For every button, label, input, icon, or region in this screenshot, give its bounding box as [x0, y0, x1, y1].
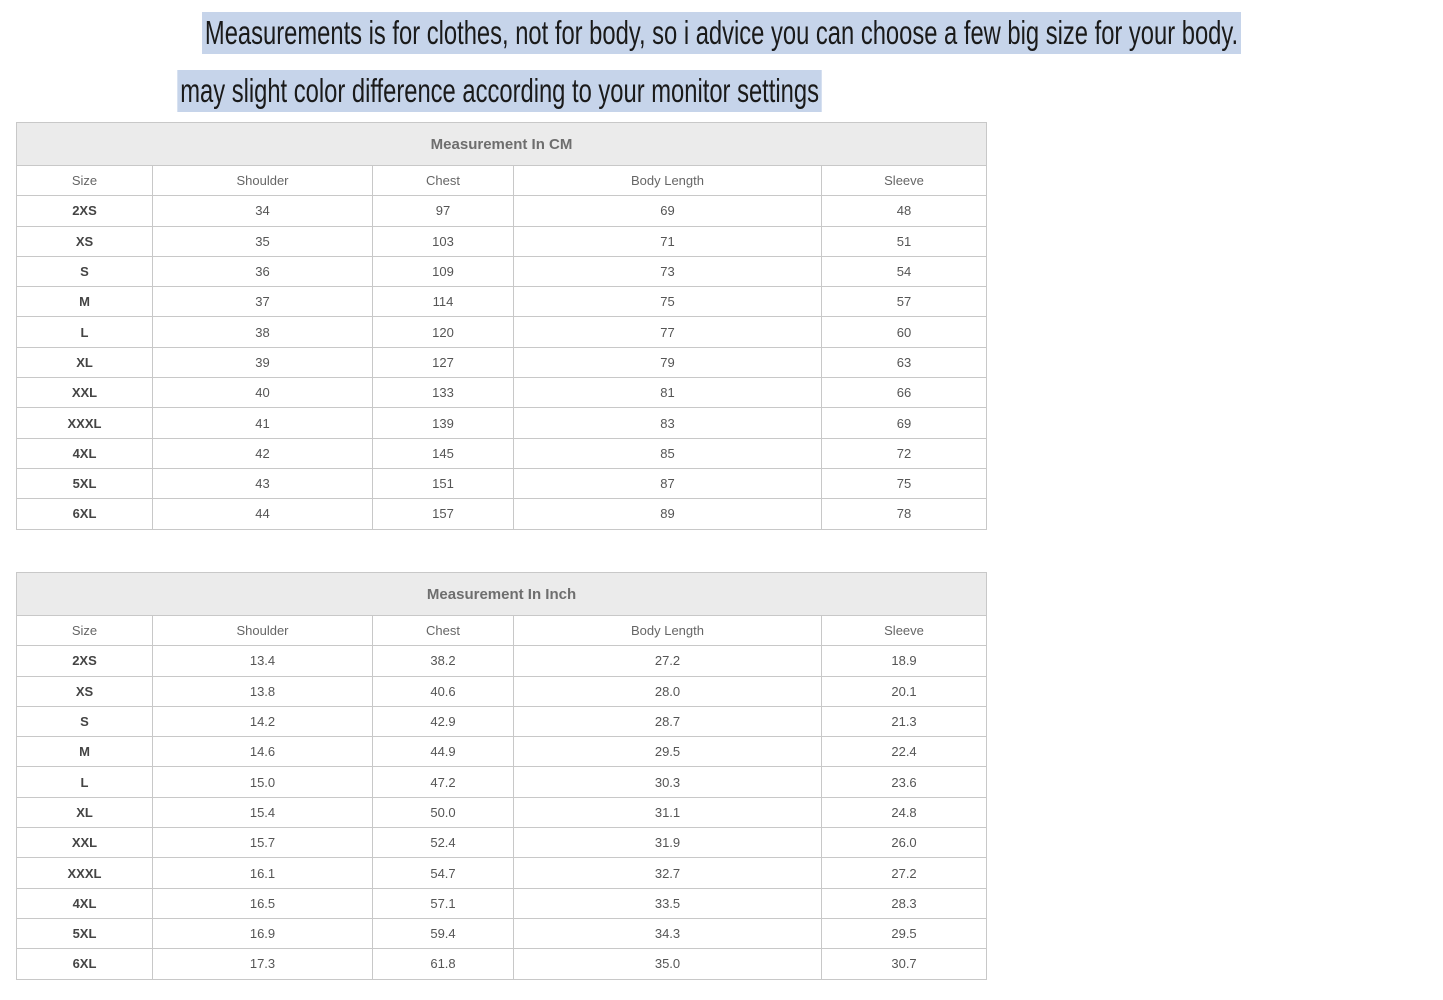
- size-cell: L: [17, 767, 153, 797]
- sleeve-cell: 20.1: [822, 676, 987, 706]
- table-row: [17, 347, 987, 377]
- sleeve-cell: 66: [822, 378, 987, 408]
- body-length-cell: 28.0: [514, 676, 822, 706]
- body-length-cell: 32.7: [514, 858, 822, 888]
- table-row: [17, 918, 987, 948]
- table-row: [17, 438, 987, 468]
- notice-text-1: Measurements is for clothes, not for body, so i advice you can choose a few big size for your body.: [202, 12, 1241, 54]
- body-length-cell: 29.5: [514, 737, 822, 767]
- sleeve-cell: 60: [822, 317, 987, 347]
- chest-cell: 109: [373, 256, 514, 286]
- sleeve-cell: 75: [822, 468, 987, 498]
- notice-line-1: [0, 12, 1239, 54]
- chest-cell: 59.4: [373, 918, 514, 948]
- shoulder-cell: 13.8: [153, 676, 373, 706]
- table-row: [17, 888, 987, 918]
- notice-text-2: may slight color difference according to your monitor settings: [178, 70, 823, 112]
- table-title: Measurement In CM: [17, 123, 987, 166]
- sleeve-cell: 27.2: [822, 858, 987, 888]
- chest-cell: 40.6: [373, 676, 514, 706]
- size-cell: XXL: [17, 378, 153, 408]
- chest-cell: 127: [373, 347, 514, 377]
- chest-cell: 57.1: [373, 888, 514, 918]
- sleeve-cell: 26.0: [822, 828, 987, 858]
- table-row: [17, 256, 987, 286]
- column-header-size: Size: [17, 166, 153, 196]
- table-row: [17, 499, 987, 529]
- shoulder-cell: 39: [153, 347, 373, 377]
- table-row: [17, 226, 987, 256]
- size-cell: XXXL: [17, 408, 153, 438]
- sleeve-cell: 63: [822, 347, 987, 377]
- size-cell: 5XL: [17, 918, 153, 948]
- sleeve-cell: 78: [822, 499, 987, 529]
- body-length-cell: 77: [514, 317, 822, 347]
- chest-cell: 52.4: [373, 828, 514, 858]
- shoulder-cell: 42: [153, 438, 373, 468]
- body-length-cell: 30.3: [514, 767, 822, 797]
- table-row: [17, 196, 987, 226]
- sleeve-cell: 29.5: [822, 918, 987, 948]
- body-length-cell: 81: [514, 378, 822, 408]
- chest-cell: 97: [373, 196, 514, 226]
- chest-cell: 44.9: [373, 737, 514, 767]
- size-cell: XL: [17, 347, 153, 377]
- shoulder-cell: 38: [153, 317, 373, 347]
- sleeve-cell: 30.7: [822, 949, 987, 979]
- table-row: [17, 858, 987, 888]
- table-row: [17, 378, 987, 408]
- body-length-cell: 89: [514, 499, 822, 529]
- body-length-cell: 83: [514, 408, 822, 438]
- shoulder-cell: 34: [153, 196, 373, 226]
- shoulder-cell: 14.6: [153, 737, 373, 767]
- shoulder-cell: 43: [153, 468, 373, 498]
- body-length-cell: 79: [514, 347, 822, 377]
- sleeve-cell: 57: [822, 287, 987, 317]
- column-header-shoulder: Shoulder: [153, 616, 373, 646]
- chest-cell: 114: [373, 287, 514, 317]
- measurement-table-cm: [16, 122, 987, 530]
- column-header-sleeve: Sleeve: [822, 616, 987, 646]
- body-length-cell: 73: [514, 256, 822, 286]
- table-row: [17, 408, 987, 438]
- shoulder-cell: 40: [153, 378, 373, 408]
- size-cell: 6XL: [17, 499, 153, 529]
- column-header-body-length: Body Length: [514, 616, 822, 646]
- shoulder-cell: 15.0: [153, 767, 373, 797]
- chest-cell: 42.9: [373, 706, 514, 736]
- table-row: [17, 287, 987, 317]
- notice-line-2: [0, 70, 1000, 112]
- column-header-shoulder: Shoulder: [153, 166, 373, 196]
- size-cell: M: [17, 287, 153, 317]
- sleeve-cell: 21.3: [822, 706, 987, 736]
- body-length-cell: 31.9: [514, 828, 822, 858]
- sleeve-cell: 18.9: [822, 646, 987, 676]
- shoulder-cell: 36: [153, 256, 373, 286]
- chest-cell: 47.2: [373, 767, 514, 797]
- column-header-body-length: Body Length: [514, 166, 822, 196]
- chest-cell: 120: [373, 317, 514, 347]
- body-length-cell: 34.3: [514, 918, 822, 948]
- body-length-cell: 28.7: [514, 706, 822, 736]
- table-row: [17, 646, 987, 676]
- shoulder-cell: 15.4: [153, 797, 373, 827]
- body-length-cell: 87: [514, 468, 822, 498]
- chest-cell: 61.8: [373, 949, 514, 979]
- shoulder-cell: 15.7: [153, 828, 373, 858]
- size-cell: S: [17, 706, 153, 736]
- shoulder-cell: 35: [153, 226, 373, 256]
- table-row: [17, 676, 987, 706]
- size-cell: 4XL: [17, 888, 153, 918]
- table-row: [17, 706, 987, 736]
- body-length-cell: 85: [514, 438, 822, 468]
- chest-cell: 38.2: [373, 646, 514, 676]
- body-length-cell: 71: [514, 226, 822, 256]
- sleeve-cell: 72: [822, 438, 987, 468]
- size-cell: 2XS: [17, 646, 153, 676]
- shoulder-cell: 17.3: [153, 949, 373, 979]
- sleeve-cell: 69: [822, 408, 987, 438]
- body-length-cell: 35.0: [514, 949, 822, 979]
- size-cell: 5XL: [17, 468, 153, 498]
- table-row: [17, 317, 987, 347]
- size-cell: XS: [17, 226, 153, 256]
- table-row: [17, 468, 987, 498]
- chest-cell: 157: [373, 499, 514, 529]
- size-cell: XXXL: [17, 858, 153, 888]
- column-header-size: Size: [17, 616, 153, 646]
- chest-cell: 103: [373, 226, 514, 256]
- table-row: [17, 737, 987, 767]
- shoulder-cell: 44: [153, 499, 373, 529]
- chest-cell: 133: [373, 378, 514, 408]
- sleeve-cell: 48: [822, 196, 987, 226]
- shoulder-cell: 16.1: [153, 858, 373, 888]
- table-row: [17, 767, 987, 797]
- measurement-table-inch: [16, 572, 987, 980]
- column-header-chest: Chest: [373, 616, 514, 646]
- table-title: Measurement In Inch: [17, 573, 987, 616]
- chest-cell: 50.0: [373, 797, 514, 827]
- size-cell: S: [17, 256, 153, 286]
- shoulder-cell: 41: [153, 408, 373, 438]
- shoulder-cell: 13.4: [153, 646, 373, 676]
- sleeve-cell: 23.6: [822, 767, 987, 797]
- body-length-cell: 75: [514, 287, 822, 317]
- table-row: [17, 828, 987, 858]
- sleeve-cell: 54: [822, 256, 987, 286]
- body-length-cell: 33.5: [514, 888, 822, 918]
- table-row: [17, 949, 987, 979]
- body-length-cell: 69: [514, 196, 822, 226]
- column-header-row: [17, 166, 987, 196]
- size-cell: XL: [17, 797, 153, 827]
- column-header-row: [17, 616, 987, 646]
- size-cell: L: [17, 317, 153, 347]
- column-header-sleeve: Sleeve: [822, 166, 987, 196]
- size-cell: M: [17, 737, 153, 767]
- body-length-cell: 31.1: [514, 797, 822, 827]
- sleeve-cell: 28.3: [822, 888, 987, 918]
- shoulder-cell: 16.5: [153, 888, 373, 918]
- shoulder-cell: 16.9: [153, 918, 373, 948]
- chest-cell: 54.7: [373, 858, 514, 888]
- sleeve-cell: 24.8: [822, 797, 987, 827]
- size-cell: 6XL: [17, 949, 153, 979]
- sleeve-cell: 22.4: [822, 737, 987, 767]
- size-cell: 4XL: [17, 438, 153, 468]
- column-header-chest: Chest: [373, 166, 514, 196]
- table-row: [17, 797, 987, 827]
- size-cell: 2XS: [17, 196, 153, 226]
- sleeve-cell: 51: [822, 226, 987, 256]
- body-length-cell: 27.2: [514, 646, 822, 676]
- shoulder-cell: 37: [153, 287, 373, 317]
- size-cell: XXL: [17, 828, 153, 858]
- chest-cell: 145: [373, 438, 514, 468]
- shoulder-cell: 14.2: [153, 706, 373, 736]
- chest-cell: 139: [373, 408, 514, 438]
- chest-cell: 151: [373, 468, 514, 498]
- size-cell: XS: [17, 676, 153, 706]
